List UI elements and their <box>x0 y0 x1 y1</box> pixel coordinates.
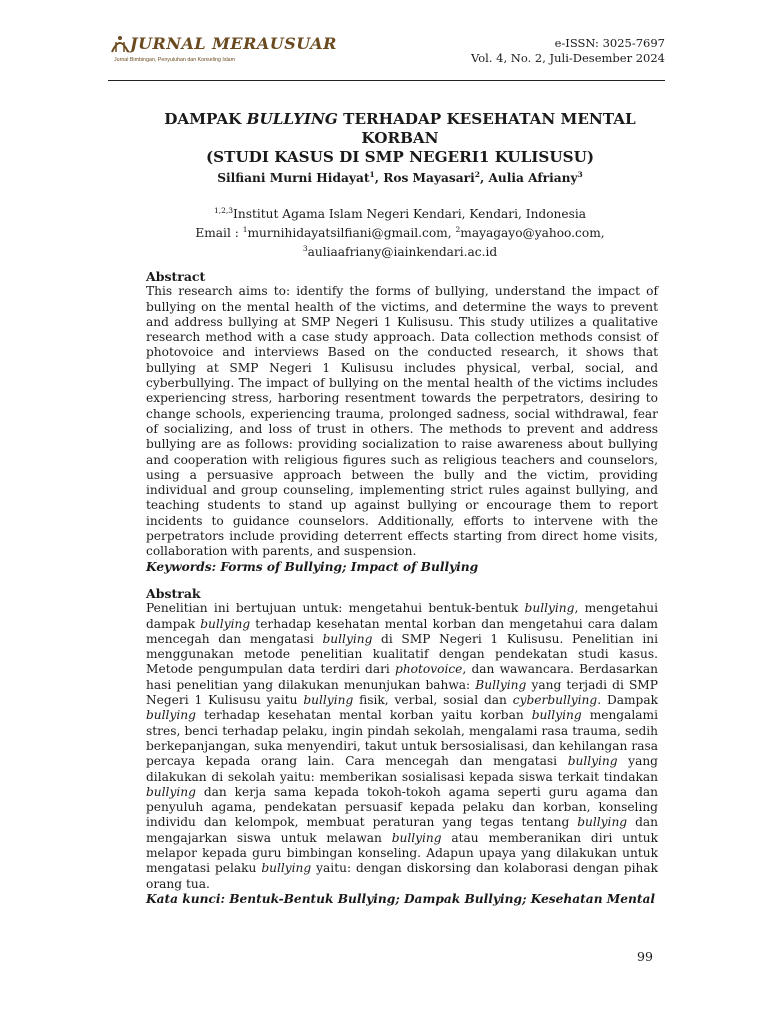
affiliation <box>140 203 660 260</box>
issn: e-ISSN: 3025-7697 <box>554 36 665 50</box>
institution: $^{1,2,3}$Institut Agama Islam Negeri Kendari, Kendari, Indonesia <box>213 206 587 222</box>
abstract-section <box>146 269 658 575</box>
title-line-2: (STUDI KASUS DI SMP NEGERI1 KULISUSU) <box>205 148 595 166</box>
journal-info <box>471 36 665 66</box>
author-2: Ros Mayasari <box>383 171 475 186</box>
journal-logo <box>108 30 337 70</box>
abstract-keywords: Keywords: Forms of Bullying; Impact of Bullying <box>146 559 479 574</box>
email-line: Email : $^1$murnihidayatsilfiani@gmail.com, $^2$mayagayo@yahoo.com, <box>195 225 605 241</box>
author-3: Aulia Afriany <box>488 171 578 186</box>
abstrak-heading: Abstrak <box>146 586 201 601</box>
page-number: 99 <box>637 949 653 964</box>
journal-logo-title: JURNAL MERAUSUAR <box>130 34 337 53</box>
email-line-2: $^3$auliaafriany@iainkendari.ac.id <box>302 244 498 260</box>
author-list: Silfiani Murni Hidayat$^1$, Ros Mayasari$^2$, Aulia Afriany$^3$ <box>217 170 583 186</box>
email-1[interactable]: murnihidayatsilfiani@gmail.com, <box>247 226 456 241</box>
abstrak-text: Penelitian ini bertujuan untuk: mengetahui bentuk-bentuk bullying, mengetahui dampak bullying terhadap kesehatan mental korban dan mengetahui cara dalam mencegah dan mengatasi bullying di SMP Negeri 1 Kulisusu. Penelitian ini menggunakan metode penelitian kualitatif dengan pendekatan studi kasus. Metode pengumpulan data terdiri dari photovoice, dan wawancara. Berdasarkan hasi penelitian yang dilakukan menunjukan bahwa: Bullying yang terjadi di SMP Negeri 1 Kulisusu yaitu bullying fisik, verbal, sosial dan cyberbullying. Dampak bullying terhadap kesehatan mental korban yaitu korban bullying mengalami stres, benci terhadap pelaku, ingin pindah sekolah, mengalami rasa trauma, sedih berkepanjangan, suka menyendiri, takut untuk bersosialisasi, dan kehilangan rasa percaya kepada orang lain. Cara mencegah dan mengatasi bullying yang dilakukan di sekolah yaitu: memberikan sosialisasi kepada siswa terkait tindakan bullying dan kerja sama kepada tokoh-tokoh agama seperti guru agama dan penyuluh agama, pendekatan persuasif kepada pelaku dan korban, konseling individu dan kelompok, membuat peraturan yang tegas tentang bullying dan mengajarkan siswa untuk melawan bullying atau memberanikan diri untuk melapor kepada guru bimbingan konseling. Adapun upaya yang dilakukan untuk mengatasi pelaku bullying yaitu: dengan diskorsing dan kolaborasi dengan pihak orang tua. <box>146 601 658 891</box>
journal-logo-subtitle: Jurnal Bimbingan, Penyuluhan dan Konseling Islam <box>114 57 236 63</box>
paper-title <box>140 110 660 167</box>
abstract-text: This research aims to: identify the forms of bullying, understand the impact of bullying on the mental health of the victims, and determine the ways to prevent and address bullying at SMP Negeri 1 Kulisusu. This study utilizes a qualitative research method with a case study approach. Data collection methods consist of photovoice and interviews Based on the conducted research, it shows that bullying at SMP Negeri 1 Kulisusu includes physical, verbal, social, and cyberbullying. The impact of bullying on the mental health of the victims includes experiencing stress, harboring resentment towards the perpetrators, desiring to change schools, experiencing trauma, prolonged sadness, social withdrawal, fear of socializing, and loss of trust in others. The methods to prevent and address bullying are as follows: providing socialization to raise awareness about bullying and cooperation with religious figures such as religious teachers and counselors, using a persuasive approach between the bully and the victim, providing individual and group counseling, implementing strict rules against bullying, and teaching students to stand up against bullying or encourage them to report incidents to guidance counselors. Additionally, efforts to intervene with the perpetrators include providing deterrent effects starting from direct home visits, collaboration with parents, and suspension. <box>146 284 658 559</box>
email-2[interactable]: mayagayo@yahoo.com, <box>460 226 605 241</box>
author-1: Silfiani Murni Hidayat <box>217 171 370 186</box>
abstrak-keywords: Kata kunci: Bentuk-Bentuk Bullying; Dampak Bullying; Kesehatan Mental <box>146 891 656 906</box>
volume: Vol. 4, No. 2, Juli-Desember 2024 <box>471 51 665 65</box>
email-3[interactable]: auliaafriany@iainkendari.ac.id <box>307 245 498 260</box>
abstract-heading: Abstract <box>146 269 206 284</box>
journal-logo-icon <box>108 32 132 56</box>
title-line-1: DAMPAK BULLYING TERHADAP KESEHATAN MENTAL KORBAN <box>164 110 636 147</box>
header-divider <box>108 80 665 81</box>
abstrak-section <box>146 586 658 907</box>
